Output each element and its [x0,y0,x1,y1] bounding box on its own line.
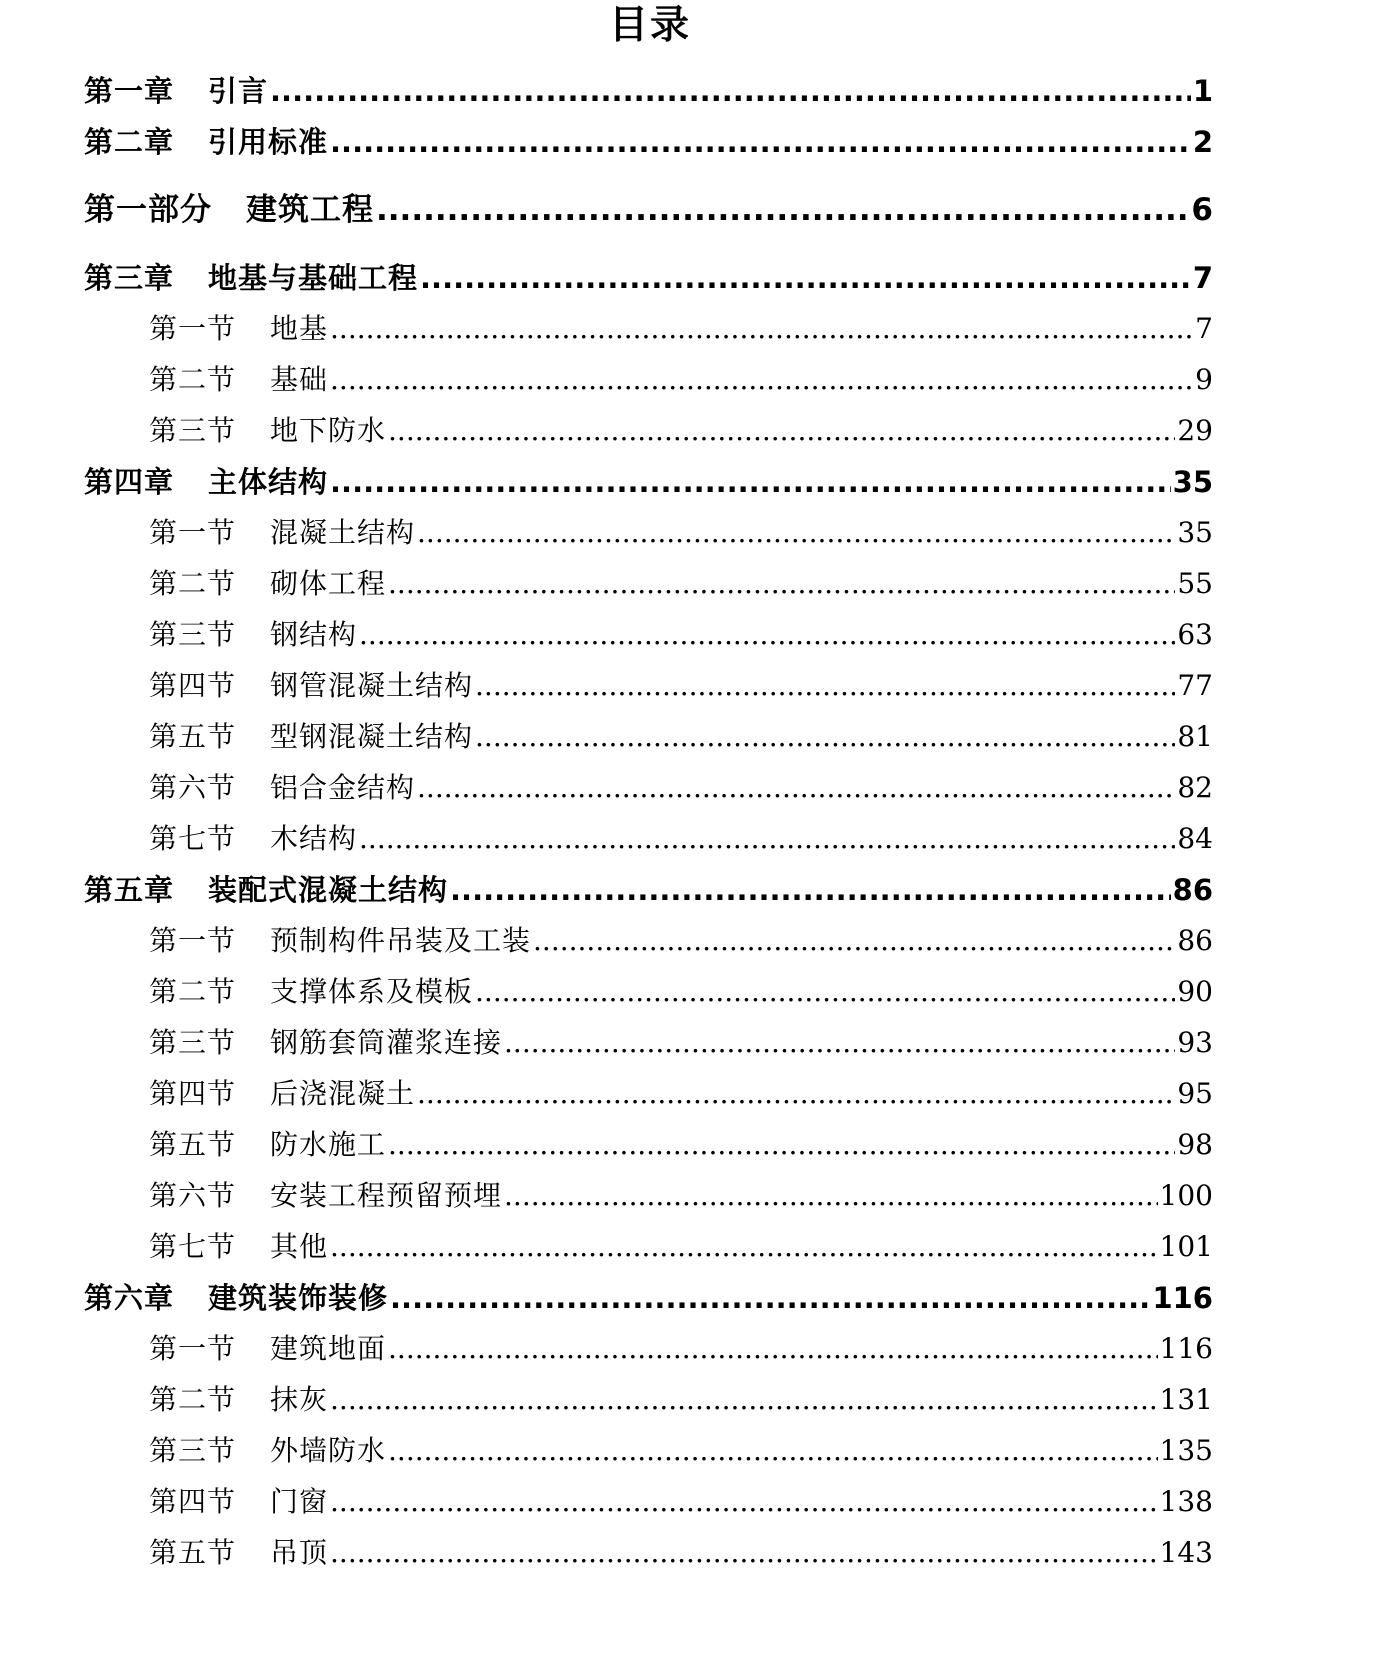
entry-title: 其他 [270,1230,329,1263]
entry-title: 钢管混凝土结构 [270,669,474,702]
entry-page-number: 86 [1177,924,1213,957]
dot-leader [450,870,1171,910]
entry-page-number: 82 [1177,771,1213,804]
entry-number: 第五章 [84,873,175,907]
entry-title: 铝合金结构 [270,771,416,804]
entry-title: 建筑地面 [270,1332,387,1365]
dot-leader [390,1278,1150,1318]
entry-title: 防水施工 [270,1128,387,1161]
entry-number: 第三节 [149,1026,237,1059]
entry-number: 第五节 [149,720,237,753]
dot-leader [388,1431,1158,1471]
dot-leader [388,564,1175,604]
toc-entry[interactable] [149,1074,1213,1114]
toc-entry[interactable] [84,190,1213,230]
entry-number: 第一节 [149,924,237,957]
dot-leader [475,717,1175,757]
entry-page-number: 116 [1159,1332,1213,1365]
toc-entry[interactable] [149,360,1213,400]
entry-number: 第六节 [149,771,237,804]
toc-entry[interactable] [149,1023,1213,1063]
entry-title: 预制构件吊装及工装 [270,924,532,957]
dot-leader [388,411,1175,451]
dot-leader [504,1023,1175,1063]
entry-page-number: 84 [1177,822,1213,855]
entry-page-number: 93 [1177,1026,1213,1059]
entry-page-number: 35 [1172,465,1213,499]
dot-leader [533,921,1175,961]
toc-entry[interactable] [149,666,1213,706]
entry-number: 第五节 [149,1128,237,1161]
entry-number: 第二节 [149,975,237,1008]
entry-title: 门窗 [270,1485,329,1518]
entry-number: 第一部分 [84,192,212,228]
entry-title: 建筑装饰装修 [208,1281,389,1315]
entry-title: 外墙防水 [270,1434,387,1467]
dot-leader [388,1125,1175,1165]
dot-leader [376,190,1189,230]
entry-number: 第四节 [149,1077,237,1110]
toc-entry[interactable] [84,462,1213,502]
entry-page-number: 90 [1177,975,1213,1008]
entry-page-number: 95 [1177,1077,1213,1110]
entry-title: 抹灰 [270,1383,329,1416]
toc-entry[interactable] [149,921,1213,961]
entry-page-number: 116 [1152,1281,1213,1315]
entry-number: 第四节 [149,1485,237,1518]
entry-page-number: 9 [1195,363,1213,396]
dot-leader [330,122,1191,162]
entry-number: 第三节 [149,618,237,651]
dot-leader [330,462,1171,502]
dot-leader [475,666,1175,706]
toc-entry[interactable] [149,1227,1213,1267]
entry-number: 第二节 [149,363,237,396]
dot-leader [417,513,1175,553]
toc-entry[interactable] [149,1329,1213,1369]
entry-page-number: 81 [1177,720,1213,753]
entry-page-number: 77 [1177,669,1213,702]
entry-page-number: 29 [1177,414,1213,447]
dot-leader [359,819,1175,859]
entry-page-number: 7 [1192,261,1213,295]
entry-number: 第三节 [149,1434,237,1467]
entry-page-number: 138 [1159,1485,1213,1518]
toc-entry[interactable] [149,1380,1213,1420]
toc-entry[interactable] [84,258,1213,298]
entry-number: 第二节 [149,1383,237,1416]
entry-page-number: 7 [1195,312,1213,345]
toc-entry[interactable] [149,972,1213,1012]
page-title: 目录 [608,3,691,48]
entry-number: 第一章 [84,74,175,108]
entry-title: 基础 [270,363,329,396]
toc-entry[interactable] [84,71,1213,111]
entry-title: 砌体工程 [270,567,387,600]
dot-leader [330,1227,1158,1267]
entry-title: 钢筋套筒灌浆连接 [270,1026,503,1059]
entry-number: 第七节 [149,1230,237,1263]
entry-page-number: 1 [1192,74,1213,108]
entry-page-number: 100 [1159,1179,1213,1212]
entry-title: 木结构 [270,822,358,855]
entry-title: 后浇混凝土 [270,1077,416,1110]
toc-entry[interactable] [149,564,1213,604]
entry-number: 第二章 [84,125,175,159]
entry-page-number: 131 [1159,1383,1213,1416]
entry-number: 第二节 [149,567,237,600]
entry-title: 装配式混凝土结构 [208,873,449,907]
toc-entry[interactable] [149,1533,1213,1573]
entry-page-number: 98 [1177,1128,1213,1161]
toc-entry[interactable] [149,513,1213,553]
entry-number: 第五节 [149,1536,237,1569]
dot-leader [417,768,1175,808]
toc-entry[interactable] [149,1431,1213,1471]
entry-number: 第四章 [84,465,175,499]
entry-title: 支撑体系及模板 [270,975,474,1008]
entry-number: 第一节 [149,1332,237,1365]
entry-title: 混凝土结构 [270,516,416,549]
dot-leader [388,1329,1158,1369]
toc-entry[interactable] [149,819,1213,859]
toc-entry[interactable] [149,309,1213,349]
entry-page-number: 143 [1159,1536,1213,1569]
dot-leader [270,71,1191,111]
toc-entry[interactable] [84,122,1213,162]
toc-entry[interactable] [84,1278,1213,1318]
entry-title: 引言 [208,74,269,108]
entry-title: 型钢混凝土结构 [270,720,474,753]
entry-number: 第三节 [149,414,237,447]
entry-number: 第六章 [84,1281,175,1315]
entry-page-number: 35 [1177,516,1213,549]
dot-leader [330,1533,1158,1573]
entry-page-number: 6 [1191,192,1213,228]
entry-title: 主体结构 [208,465,329,499]
toc-entry[interactable] [149,1125,1213,1165]
entry-title: 引用标准 [208,125,329,159]
entry-number: 第四节 [149,669,237,702]
toc-entry[interactable] [149,615,1213,655]
entry-page-number: 86 [1172,873,1213,907]
dot-leader [420,258,1191,298]
entry-page-number: 101 [1159,1230,1213,1263]
entry-title: 安装工程预留预埋 [270,1179,503,1212]
dot-leader [330,1380,1158,1420]
entry-title: 地基与基础工程 [208,261,419,295]
dot-leader [330,1482,1158,1522]
entry-page-number: 135 [1159,1434,1213,1467]
dot-leader [330,309,1193,349]
toc-entry[interactable] [149,1176,1213,1216]
dot-leader [475,972,1175,1012]
toc-entry[interactable] [149,1482,1213,1522]
dot-leader [417,1074,1175,1114]
toc-entry[interactable] [84,870,1213,910]
entry-title: 吊顶 [270,1536,329,1569]
dot-leader [359,615,1175,655]
entry-title: 地基 [270,312,329,345]
dot-leader [504,1176,1158,1216]
entry-title: 建筑工程 [246,192,374,228]
toc-entry[interactable] [149,768,1213,808]
entry-number: 第一节 [149,516,237,549]
toc-entry[interactable] [149,411,1213,451]
entry-title: 地下防水 [270,414,387,447]
entry-number: 第三章 [84,261,175,295]
toc-entry[interactable] [149,717,1213,757]
entry-number: 第七节 [149,822,237,855]
entry-number: 第一节 [149,312,237,345]
entry-title: 钢结构 [270,618,358,651]
entry-page-number: 2 [1192,125,1213,159]
entry-number: 第六节 [149,1179,237,1212]
entry-page-number: 55 [1177,567,1213,600]
dot-leader [330,360,1193,400]
entry-page-number: 63 [1177,618,1213,651]
